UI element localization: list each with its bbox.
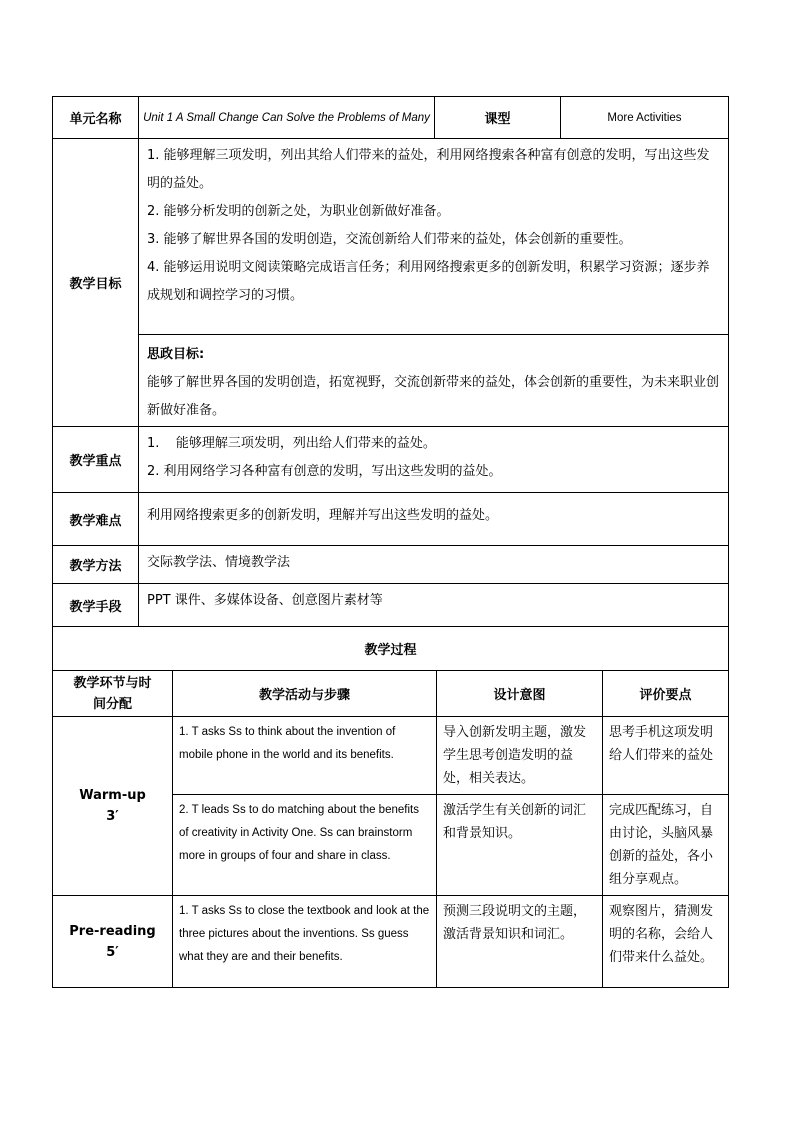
- activity-cell: 2. T leads Ss to do matching about the benefits of creativity in Activity One. Ss can brainstorm more in groups of four and share in class.: [173, 795, 437, 896]
- difficulty-text: 利用网络搜索更多的创新发明，理解并写出这些发明的益处。: [139, 493, 729, 546]
- unit-row: [53, 97, 729, 139]
- lesson-type-label: 课型: [435, 97, 561, 139]
- objectives-list: [139, 139, 729, 335]
- method-row: [53, 546, 729, 584]
- table-row: [53, 896, 729, 988]
- header-intent: 设计意图: [437, 671, 603, 717]
- objectives-row: [53, 139, 729, 335]
- header-activity: 教学活动与步骤: [173, 671, 437, 717]
- stage-name: Warm-up: [79, 788, 146, 803]
- unit-name-label: 单元名称: [53, 97, 139, 139]
- process-header-row: [53, 671, 729, 717]
- ideology-row: [53, 335, 729, 427]
- unit-title: Unit 1 A Small Change Can Solve the Problems of Many: [139, 97, 435, 139]
- process-title: 教学过程: [53, 627, 729, 671]
- activity-cell: 1. T asks Ss to think about the invention of mobile phone in the world and its benefits.: [173, 717, 437, 795]
- stage-cell: [53, 896, 173, 988]
- stage-time: 5′: [106, 944, 119, 960]
- eval-cell: 思考手机这项发明给人们带来的益处: [603, 717, 729, 795]
- ideology-title: 思政目标:: [147, 347, 205, 362]
- stage-name: Pre-reading: [69, 923, 156, 939]
- means-label: 教学手段: [53, 584, 139, 627]
- difficulty-label: 教学难点: [53, 493, 139, 546]
- eval-cell: 观察图片，猜测发明的名称，会给人们带来什么益处。: [603, 896, 729, 988]
- intent-cell: 导入创新发明主题，激发学生思考创造发明的益处，相关表达。: [437, 717, 603, 795]
- method-label: 教学方法: [53, 546, 139, 584]
- means-row: [53, 584, 729, 627]
- key-points-list: [139, 427, 729, 493]
- process-title-row: [53, 627, 729, 671]
- header-eval: 评价要点: [603, 671, 729, 717]
- lesson-plan: [52, 96, 728, 988]
- difficulty-row: [53, 493, 729, 546]
- objective-item: 1. 能够理解三项发明，列出其给人们带来的益处，利用网络搜索各种富有创意的发明，写出这些发明的益处。: [147, 148, 710, 191]
- ideology-text: 能够了解世界各国的发明创造，拓宽视野，交流创新带来的益处，体会创新的重要性，为未来职业创新做好准备。: [147, 375, 720, 418]
- means-text: PPT 课件、多媒体设备、创意图片素材等: [139, 584, 729, 627]
- eval-cell: 完成匹配练习，自由讨论，头脑风暴创新的益处，各小组分享观点。: [603, 795, 729, 896]
- header-stage: 教学环节与时间分配: [53, 671, 173, 717]
- lesson-type-value: More Activities: [561, 97, 729, 139]
- table-row: [53, 717, 729, 795]
- activity-cell: 1. T asks Ss to close the textbook and look at the three pictures about the inventions. Ss guess what they are and their benefits.: [173, 896, 437, 988]
- intent-cell: 预测三段说明文的主题，激活背景知识和词汇。: [437, 896, 603, 988]
- process-table: [52, 626, 729, 988]
- objective-item: 3. 能够了解世界各国的发明创造，交流创新给人们带来的益处，体会创新的重要性。: [147, 232, 632, 247]
- ideology-cell: [139, 335, 729, 427]
- stage-time: 3′: [106, 809, 119, 824]
- key-point-item: 1. 能够理解三项发明，列出给人们带来的益处。: [147, 436, 436, 451]
- objective-item: 2. 能够分析发明的创新之处，为职业创新做好准备。: [147, 204, 450, 219]
- objectives-label: 教学目标: [53, 139, 139, 427]
- intent-cell: 激活学生有关创新的词汇和背景知识。: [437, 795, 603, 896]
- method-text: 交际教学法、情境教学法: [139, 546, 729, 584]
- key-points-label: 教学重点: [53, 427, 139, 493]
- key-point-item: 2. 利用网络学习各种富有创意的发明，写出这些发明的益处。: [147, 464, 502, 479]
- objective-item: 4. 能够运用说明文阅读策略完成语言任务；利用网络搜索更多的创新发明，积累学习资源；逐步养成规划和调控学习的习惯。: [147, 260, 710, 303]
- stage-cell: [53, 717, 173, 896]
- key-points-row: [53, 427, 729, 493]
- lesson-info-table: [52, 96, 729, 627]
